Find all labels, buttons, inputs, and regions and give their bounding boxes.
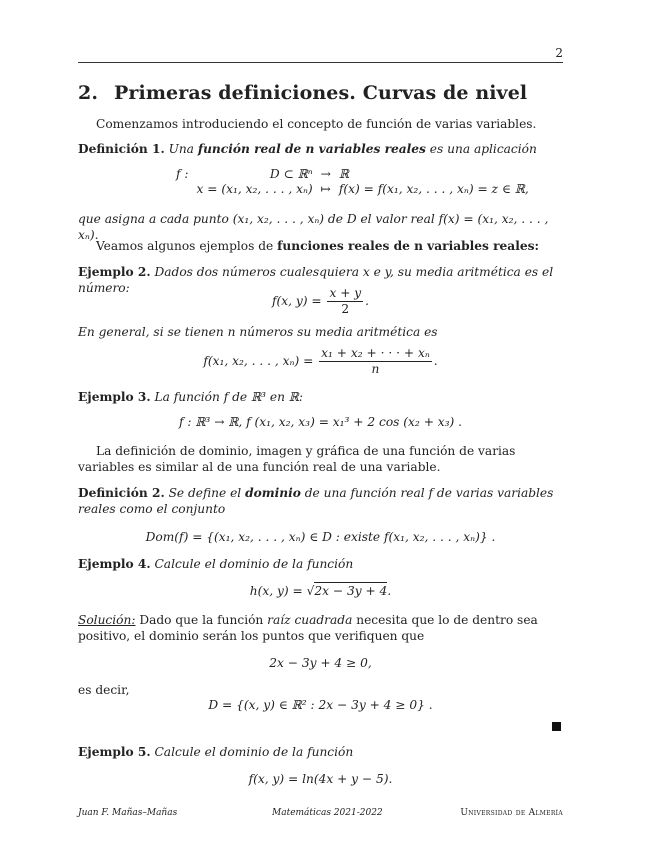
def2-post: de una función real f de varias variables reales como el conjunto xyxy=(78,486,554,516)
ej2-formula2-num: x₁ + x₂ + · · · + xₙ xyxy=(321,346,430,360)
section-number: 2. xyxy=(78,82,99,104)
section-heading xyxy=(78,82,527,104)
ej2-text: Dados dos números cualesquiera x e y, su media aritmética es el número: xyxy=(78,265,554,295)
ej4-formula xyxy=(78,583,563,599)
ej4-set: D = {(x, y) ∈ ℝ² : 2x − 3y + 4 ≥ 0} . xyxy=(208,698,433,712)
def2-label: Definición 2. xyxy=(78,486,165,500)
map-f: f : xyxy=(176,167,189,181)
ej2-formula2-lhs: f(x₁, x₂, . . . , xₙ) = xyxy=(203,354,314,368)
ej2-formula-num: x + y xyxy=(329,286,362,300)
map-fx: f(x) = f(x₁, x₂, . . . , xₙ) = z ∈ ℝ, xyxy=(338,182,529,196)
def2-formula: Dom(f) = {(x₁, x₂, . . . , xₙ) ∈ D : existe f(x₁, x₂, . . . , xₙ)} . xyxy=(145,530,496,544)
map-arrow: → xyxy=(320,167,331,181)
ej2-formula-end: . xyxy=(365,294,370,308)
ej2-formula2-den: n xyxy=(371,362,380,376)
def1-label: Definición 1. xyxy=(78,142,165,156)
example-5 xyxy=(78,744,563,760)
map-codomain: ℝ xyxy=(338,167,350,181)
ej4-label: Ejemplo 4. xyxy=(78,557,151,571)
def1-post: es una aplicación xyxy=(429,142,537,156)
footer-course: Matemáticas 2021-2022 xyxy=(272,808,383,818)
example-3 xyxy=(78,389,563,405)
map-mapsto: ↦ xyxy=(320,182,331,196)
ej2-formula-lhs: f(x, y) = xyxy=(271,294,322,308)
page-number: 2 xyxy=(555,46,563,60)
intro-paragraph: Comenzamos introduciendo el concepto de función de varias variables. xyxy=(96,117,537,131)
ej2-general: En general, si se tienen n números su media aritmética es xyxy=(78,325,438,339)
domain-paragraph: La definición de dominio, imagen y gráfica de una función de varias variables es similar al de una función real de una variable. xyxy=(78,444,516,474)
def2-pre: Se define el xyxy=(168,486,242,500)
example-4 xyxy=(78,556,563,572)
qed-square-icon xyxy=(552,722,561,731)
sol-pre: Dado que la función xyxy=(139,613,264,627)
ej4-solution xyxy=(78,612,563,644)
ej3-text: La función f de ℝ³ en ℝ: xyxy=(154,390,304,404)
map-x: x = (x₁, x₂, . . . , xₙ) xyxy=(196,182,313,196)
definition-1 xyxy=(78,141,563,157)
def1-term: función real de n variables reales xyxy=(197,142,426,156)
def2-term: dominio xyxy=(245,486,301,500)
examples-intro-pre: Veamos algunos ejemplos de xyxy=(96,239,274,253)
ej4-inequality: 2x − 3y + 4 ≥ 0, xyxy=(269,656,372,670)
ej5-formula: f(x, y) = ln(4x + y − 5). xyxy=(248,772,393,786)
section-title: Primeras definiciones. Curvas de nivel xyxy=(114,82,528,104)
ej4-text: Calcule el dominio de la función xyxy=(154,557,354,571)
ej2-formula xyxy=(78,286,563,317)
examples-intro-bold: funciones reales de n variables reales: xyxy=(277,239,539,253)
examples-intro xyxy=(78,238,563,254)
ej4-formula-radicand: 2x − 3y + 4 xyxy=(314,584,388,598)
footer-university: Universidad de Almería xyxy=(460,808,563,818)
ej5-text: Calcule el dominio de la función xyxy=(154,745,354,759)
header-rule xyxy=(78,62,563,63)
sol-it: raíz cuadrada xyxy=(267,613,353,627)
definition-2 xyxy=(78,485,563,517)
ej4-formula-end: . xyxy=(387,584,392,598)
es-decir: es decir, xyxy=(78,683,130,697)
ej3-formula: f : ℝ³ → ℝ, f (x₁, x₂, x₃) = x₁³ + 2 cos (x₂ + x₃) . xyxy=(178,415,463,429)
ej4-formula-lhs: h(x, y) = √ xyxy=(249,584,315,598)
def1-after: que asigna a cada punto (x₁, x₂, . . . , xₙ) de D el valor real f(x) = (x₁, x₂, . . . , xₙ). xyxy=(78,212,549,242)
ej2-label: Ejemplo 2. xyxy=(78,265,151,279)
ej2-formula-den: 2 xyxy=(341,302,350,316)
ej2-formula-2 xyxy=(78,346,563,377)
sol-label: Solución: xyxy=(78,613,136,627)
ej3-label: Ejemplo 3. xyxy=(78,390,151,404)
ej2-formula2-end: . xyxy=(433,354,438,368)
map-domain: D ⊂ ℝⁿ xyxy=(269,167,313,181)
sol-post: necesita que lo de dentro sea positivo, el dominio serán los puntos que verifiquen que xyxy=(78,613,538,643)
def1-mapping xyxy=(172,167,533,197)
footer-author: Juan F. Mañas–Mañas xyxy=(78,808,178,818)
ej5-label: Ejemplo 5. xyxy=(78,745,151,759)
def1-pre: Una xyxy=(168,142,194,156)
